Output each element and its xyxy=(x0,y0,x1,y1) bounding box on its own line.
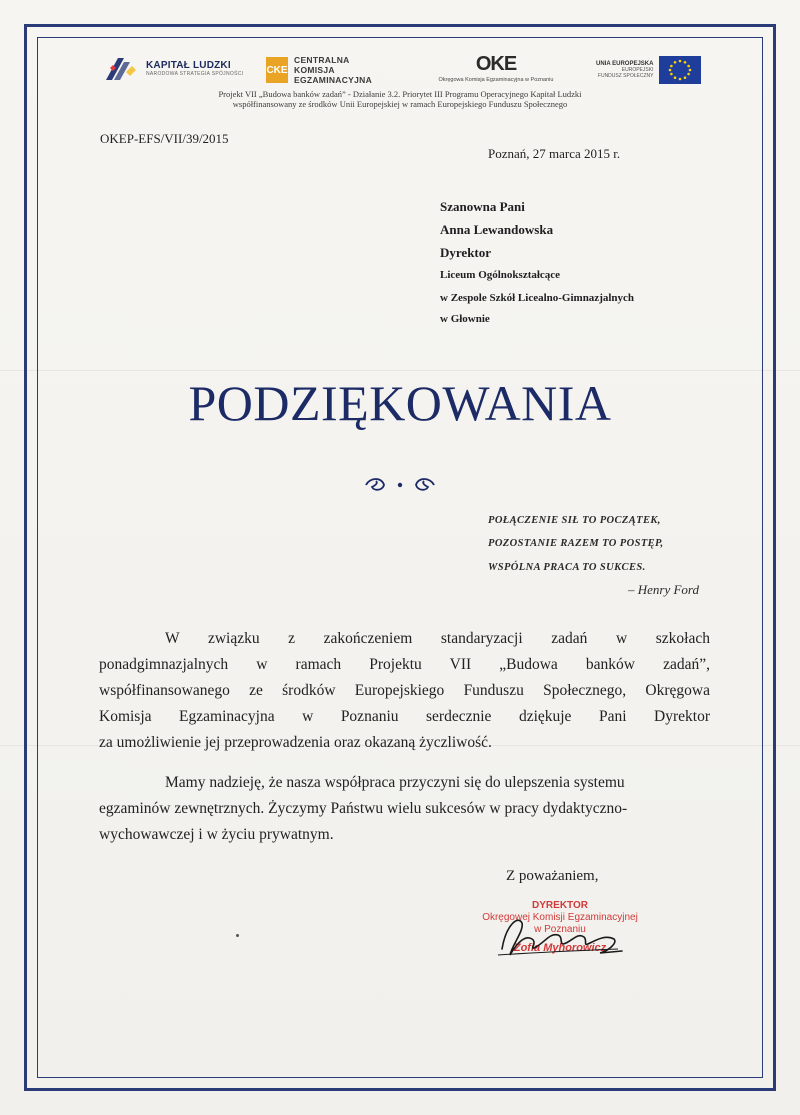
eu-subtitle-1: EUROPEJSKI xyxy=(621,67,654,73)
project-info-line-2: współfinansowany ze środków Unii Europejskiej w ramach Europejskiego Funduszu Społecznego xyxy=(232,99,568,109)
kapital-ludzki-subtitle: NARODOWA STRATEGIA SPÓJNOŚCI xyxy=(146,70,244,77)
cke-logo xyxy=(266,55,372,85)
addressee-title: Dyrektor xyxy=(440,245,492,260)
handwritten-signature xyxy=(488,905,628,970)
reference-number: OKEP-EFS/VII/39/2015 xyxy=(100,131,229,146)
kapital-ludzki-icon xyxy=(104,54,138,82)
ornament-divider-icon xyxy=(360,475,440,500)
addressee-salutation: Szanowna Pani xyxy=(440,199,525,214)
paragraph-1-line: W związku z zakończeniem standaryzacji zadań w szkołach xyxy=(165,630,710,647)
eu-flag-icon xyxy=(659,56,701,84)
quote-line-1: POŁĄCZENIE SIŁ TO POCZĄTEK, xyxy=(488,515,661,526)
project-info-line-1: Projekt VII „Budowa banków zadań” - Działanie 3.2. Priorytet III Programu Operacyjnego Kapitał Ludzki xyxy=(218,89,582,99)
stamp-institution: Okręgowej Komisji Egzaminacyjnej xyxy=(482,912,638,923)
letter-date: Poznań, 27 marca 2015 r. xyxy=(488,146,621,161)
oke-subtitle: Okręgowa Komisja Egzaminacyjna w Poznaniu xyxy=(438,77,554,83)
paragraph-2-line: egzaminów zewnętrznych. Życzymy Państwu wielu sukcesów w pracy dydaktyczno- xyxy=(99,800,628,817)
stamp-city: w Poznaniu xyxy=(534,924,586,935)
closing-phrase: Z poważaniem, xyxy=(506,868,599,884)
paper-speck xyxy=(236,934,239,937)
eu-subtitle-2: FUNDUSZ SPOŁECZNY xyxy=(597,73,654,79)
stamp-title: DYREKTOR xyxy=(532,900,588,911)
addressee-name: Anna Lewandowska xyxy=(440,222,554,237)
cke-line-2: KOMISJA xyxy=(294,65,335,75)
paragraph-1-line: współfinansowanego ze środków Europejskiego Funduszu Społecznego, Okręgowa xyxy=(99,682,710,699)
document-heading: PODZIĘKOWANIA xyxy=(188,375,612,431)
body-paragraph-1 xyxy=(99,626,710,756)
stamp-name: Zofia Myhorowicz xyxy=(513,942,607,954)
oke-logo xyxy=(426,54,566,83)
oke-logo-mark: OKE xyxy=(475,53,517,75)
addressee-school: Liceum Ogólnokształcące xyxy=(440,269,561,281)
cke-line-1: CENTRALNA xyxy=(294,55,350,65)
quote-author: – Henry Ford xyxy=(628,582,700,597)
addressee-school-complex: w Zespole Szkół Licealno-Gimnazjalnych xyxy=(440,292,635,304)
addressee-town: w Głownie xyxy=(440,313,490,325)
eu-logo xyxy=(596,56,701,84)
kapital-ludzki-title: KAPITAŁ LUDZKI xyxy=(146,59,231,71)
body-paragraph-2 xyxy=(99,770,710,848)
paragraph-2-line: wychowawczej i w życiu prywatnym. xyxy=(99,826,334,843)
eu-title: UNIA EUROPEJSKA xyxy=(596,61,654,67)
cke-line-3: EGZAMINACYJNA xyxy=(294,75,373,85)
inner-border-frame xyxy=(37,37,763,1078)
paragraph-1-line: Komisja Egzaminacyjna w Poznaniu serdecznie dziękuje Pani Dyrektor xyxy=(99,708,710,725)
quote-line-3: WSPÓLNA PRACA TO SUKCES. xyxy=(488,562,646,573)
paragraph-1-line: ponadgimnazjalnych w ramach Projektu VII „Budowa banków zadań”, xyxy=(99,656,710,673)
cke-logo-icon: CKE xyxy=(266,57,288,83)
quote-line-2: POZOSTANIE RAZEM TO POSTĘP, xyxy=(488,538,664,549)
paragraph-2-line: Mamy nadzieję, że nasza współpraca przyczyni się do ulepszenia systemu xyxy=(165,774,625,791)
kapital-ludzki-logo xyxy=(104,54,243,82)
paragraph-1-line: za umożliwienie jej przeprowadzenia oraz okazaną życzliwość. xyxy=(99,734,492,751)
